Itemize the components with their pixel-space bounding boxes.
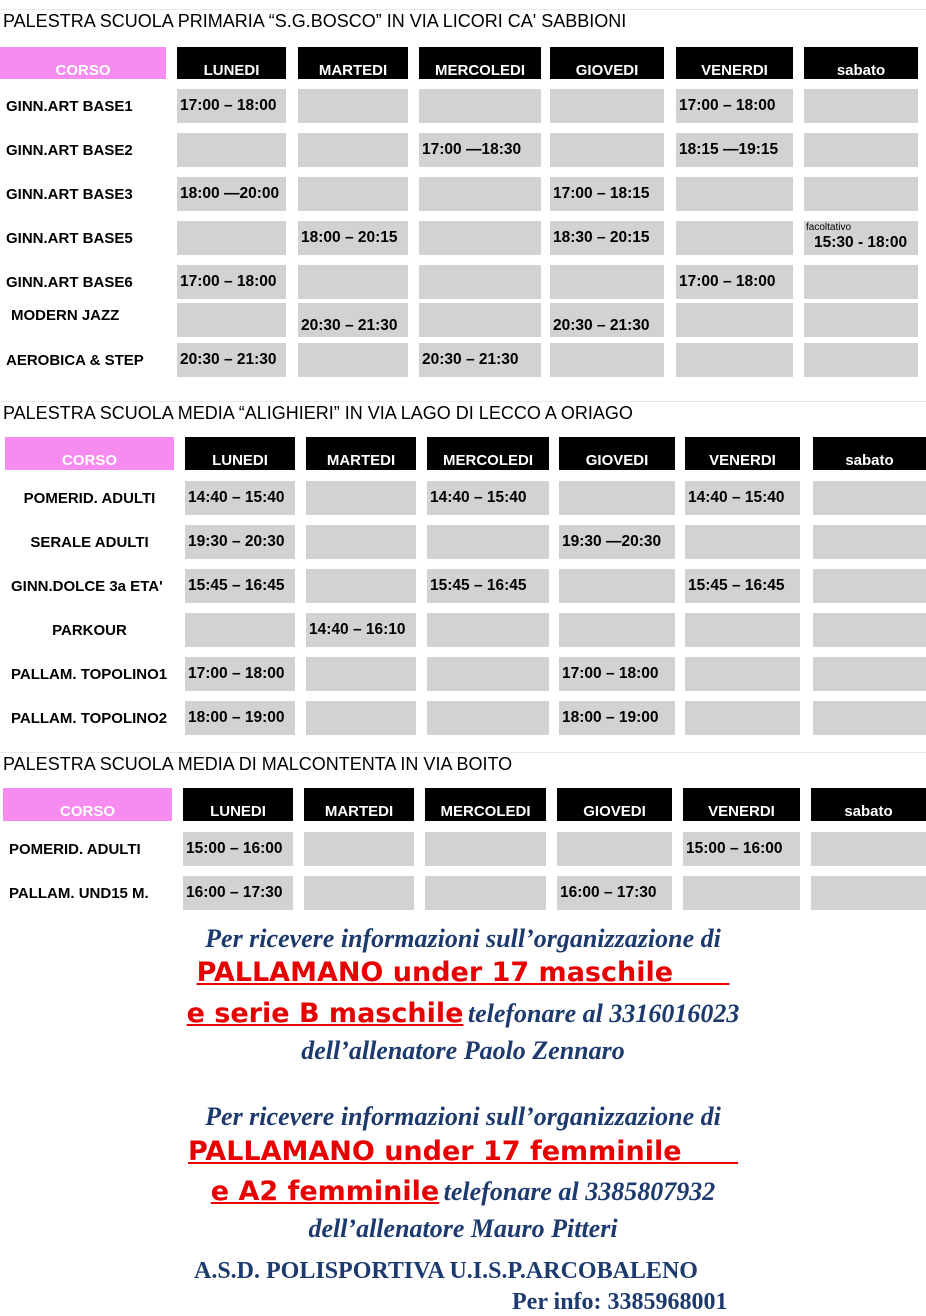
header-day: MARTEDI — [298, 47, 408, 79]
schedule-slot: 16:00 – 17:30 — [183, 876, 293, 910]
schedule-slot: 14:40 – 16:10 — [306, 613, 416, 647]
course-label: POMERID. ADULTI — [3, 832, 172, 866]
schedule-slot — [813, 701, 926, 735]
info2-underline-pad — [682, 1136, 738, 1167]
footer-contact: Per info: 3385968001 — [512, 1289, 728, 1315]
header-day: GIOVEDI — [557, 788, 672, 821]
schedule-slot: 14:40 – 15:40 — [185, 481, 295, 515]
schedule-slot — [306, 525, 416, 559]
schedule-slot — [306, 701, 416, 735]
schedule-slot — [419, 265, 541, 299]
course-label: PALLAM. UND15 M. — [3, 876, 172, 910]
schedule-slot — [304, 832, 414, 866]
header-day: MARTEDI — [304, 788, 414, 821]
schedule-slot: 17:00 – 18:00 — [676, 265, 793, 299]
info1-intro: Per ricevere informazioni sull’organizzazione di — [205, 924, 721, 953]
schedule-slot — [813, 525, 926, 559]
schedule-slot — [676, 303, 793, 337]
schedule-slot — [419, 177, 541, 211]
schedule-slot — [419, 89, 541, 123]
header-corso: CORSO — [5, 437, 174, 470]
schedule-slot: 15:00 – 16:00 — [183, 832, 293, 866]
schedule-slot: 17:00 – 18:15 — [550, 177, 664, 211]
info1-coach: dell’allenatore Paolo Zennaro — [301, 1036, 625, 1065]
schedule-slot: 18:00 – 20:15 — [298, 221, 408, 255]
schedule-slot — [185, 613, 295, 647]
schedule-slot — [427, 701, 549, 735]
schedule-slot — [813, 569, 926, 603]
schedule-slot — [298, 265, 408, 299]
course-label: GINN.ART BASE5 — [0, 221, 166, 255]
schedule-slot — [557, 832, 672, 866]
section-title: PALESTRA SCUOLA PRIMARIA “S.G.BOSCO” IN VIA LICORI CA' SABBIONI — [3, 11, 627, 31]
schedule-slot — [298, 89, 408, 123]
header-day: GIOVEDI — [550, 47, 664, 79]
info2-phone-line — [0, 1176, 926, 1207]
schedule-slot: 17:00 – 18:00 — [676, 89, 793, 123]
schedule-slot: 17:00 – 18:00 — [177, 265, 286, 299]
schedule-slot: 18:15 —19:15 — [676, 133, 793, 167]
schedule-slot: 15:45 – 16:45 — [427, 569, 549, 603]
section-divider — [0, 752, 926, 753]
schedule-slot: 20:30 – 21:30 — [298, 303, 408, 337]
schedule-slot — [804, 343, 918, 377]
schedule-slot — [813, 657, 926, 691]
info1-phone-line — [0, 998, 926, 1029]
section-divider — [0, 9, 926, 10]
schedule-slot: 15:45 – 16:45 — [185, 569, 295, 603]
schedule-slot: 18:00 —20:00 — [177, 177, 286, 211]
schedule-slot — [559, 613, 675, 647]
schedule-slot — [813, 613, 926, 647]
schedule-slot: 17:00 – 18:00 — [559, 657, 675, 691]
course-label: PALLAM. TOPOLINO1 — [5, 657, 174, 691]
header-day: MERCOLEDI — [425, 788, 546, 821]
header-corso: CORSO — [3, 788, 172, 821]
schedule-slot: 17:00 – 18:00 — [177, 89, 286, 123]
schedule-slot — [427, 657, 549, 691]
info2-highlight1: PALLAMANO under 17 femminile — [187, 1136, 682, 1167]
schedule-slot — [304, 876, 414, 910]
schedule-slot — [306, 657, 416, 691]
course-label: GINN.ART BASE2 — [0, 133, 166, 167]
info2-coach: dell’allenatore Mauro Pitteri — [308, 1214, 618, 1243]
info2-highlight2: e A2 femminile — [210, 1176, 440, 1207]
schedule-slot — [811, 876, 926, 910]
schedule-slot — [427, 613, 549, 647]
header-day: MERCOLEDI — [427, 437, 549, 470]
schedule-slot — [425, 832, 546, 866]
header-day: VENERDI — [683, 788, 800, 821]
schedule-slot: 14:40 – 15:40 — [685, 481, 800, 515]
schedule-slot: 19:30 – 20:30 — [185, 525, 295, 559]
course-label: PALLAM. TOPOLINO2 — [5, 701, 174, 735]
schedule-slot — [559, 481, 675, 515]
schedule-slot: 17:00 —18:30 — [419, 133, 541, 167]
course-label: SERALE ADULTI — [5, 525, 174, 559]
schedule-slot — [427, 525, 549, 559]
header-day: LUNEDI — [177, 47, 286, 79]
schedule-slot — [177, 133, 286, 167]
schedule-slot — [685, 657, 800, 691]
schedule-slot — [683, 876, 800, 910]
schedule-slot — [804, 89, 918, 123]
schedule-slot — [804, 177, 918, 211]
section-divider — [0, 401, 926, 402]
schedule-slot — [676, 177, 793, 211]
info2-phone: telefonare al 3385807932 — [443, 1177, 716, 1206]
info1-phone: telefonare al 3316016023 — [467, 999, 740, 1028]
schedule-slot — [685, 525, 800, 559]
schedule-slot — [811, 832, 926, 866]
info1-highlight-line — [0, 957, 926, 988]
schedule-slot — [298, 343, 408, 377]
header-day: LUNEDI — [185, 437, 295, 470]
schedule-slot: 19:30 —20:30 — [559, 525, 675, 559]
header-day: MARTEDI — [306, 437, 416, 470]
section-title: PALESTRA SCUOLA MEDIA “ALIGHIERI” IN VIA LAGO DI LECCO A ORIAGO — [3, 403, 633, 423]
schedule-slot — [550, 133, 664, 167]
schedule-slot: 18:00 – 19:00 — [185, 701, 295, 735]
schedule-slot — [419, 221, 541, 255]
header-day: sabato — [811, 788, 926, 821]
schedule-slot: 17:00 – 18:00 — [185, 657, 295, 691]
schedule-slot: 18:30 – 20:15 — [550, 221, 664, 255]
header-day: VENERDI — [685, 437, 800, 470]
schedule-slot — [559, 569, 675, 603]
info2-highlight-line — [0, 1136, 926, 1167]
schedule-slot: 20:30 – 21:30 — [550, 303, 664, 337]
schedule-slot: 18:00 – 19:00 — [559, 701, 675, 735]
header-day: LUNEDI — [183, 788, 293, 821]
schedule-slot — [298, 133, 408, 167]
course-label: POMERID. ADULTI — [5, 481, 174, 515]
course-label: GINN.DOLCE 3a ETA' — [5, 569, 174, 603]
course-label: MODERN JAZZ — [0, 303, 166, 337]
section-title: PALESTRA SCUOLA MEDIA DI MALCONTENTA IN VIA BOITO — [3, 754, 513, 774]
schedule-slot — [550, 343, 664, 377]
header-day: sabato — [804, 47, 918, 79]
info1-underline-pad — [673, 957, 729, 988]
schedule-slot: 15:45 – 16:45 — [685, 569, 800, 603]
header-day: GIOVEDI — [559, 437, 675, 470]
schedule-slot: 14:40 – 15:40 — [427, 481, 549, 515]
header-corso: CORSO — [0, 47, 166, 79]
info1-highlight1: PALLAMANO under 17 maschile — [196, 957, 674, 988]
schedule-slot: 20:30 – 21:30 — [177, 343, 286, 377]
info1-highlight2: e serie B maschile — [186, 998, 464, 1029]
course-label: GINN.ART BASE6 — [0, 265, 166, 299]
schedule-slot — [676, 221, 793, 255]
header-day: VENERDI — [676, 47, 793, 79]
course-label: GINN.ART BASE3 — [0, 177, 166, 211]
schedule-slot — [804, 265, 918, 299]
schedule-slot: 15:00 – 16:00 — [683, 832, 800, 866]
header-day: sabato — [813, 437, 926, 470]
schedule-slot: 20:30 – 21:30 — [419, 343, 541, 377]
schedule-slot — [804, 303, 918, 337]
course-label: GINN.ART BASE1 — [0, 89, 166, 123]
schedule-slot — [676, 343, 793, 377]
schedule-slot — [177, 221, 286, 255]
schedule-slot: 16:00 – 17:30 — [557, 876, 672, 910]
schedule-slot — [550, 89, 664, 123]
footer-org: A.S.D. POLISPORTIVA U.I.S.P.ARCOBALENO — [194, 1258, 698, 1284]
schedule-slot — [177, 303, 286, 337]
schedule-slot — [804, 133, 918, 167]
schedule-slot — [685, 701, 800, 735]
course-label: AEROBICA & STEP — [0, 343, 166, 377]
schedule-slot — [550, 265, 664, 299]
schedule-slot — [306, 481, 416, 515]
info2-intro: Per ricevere informazioni sull’organizzazione di — [205, 1102, 721, 1131]
schedule-slot — [298, 177, 408, 211]
schedule-slot — [813, 481, 926, 515]
schedule-slot — [685, 613, 800, 647]
header-day: MERCOLEDI — [419, 47, 541, 79]
course-label: PARKOUR — [5, 613, 174, 647]
schedule-slot — [306, 569, 416, 603]
schedule-slot — [419, 303, 541, 337]
slot-note: facoltativo — [806, 222, 852, 233]
schedule-slot: 15:30 - 18:00 — [804, 221, 918, 255]
schedule-slot — [425, 876, 546, 910]
